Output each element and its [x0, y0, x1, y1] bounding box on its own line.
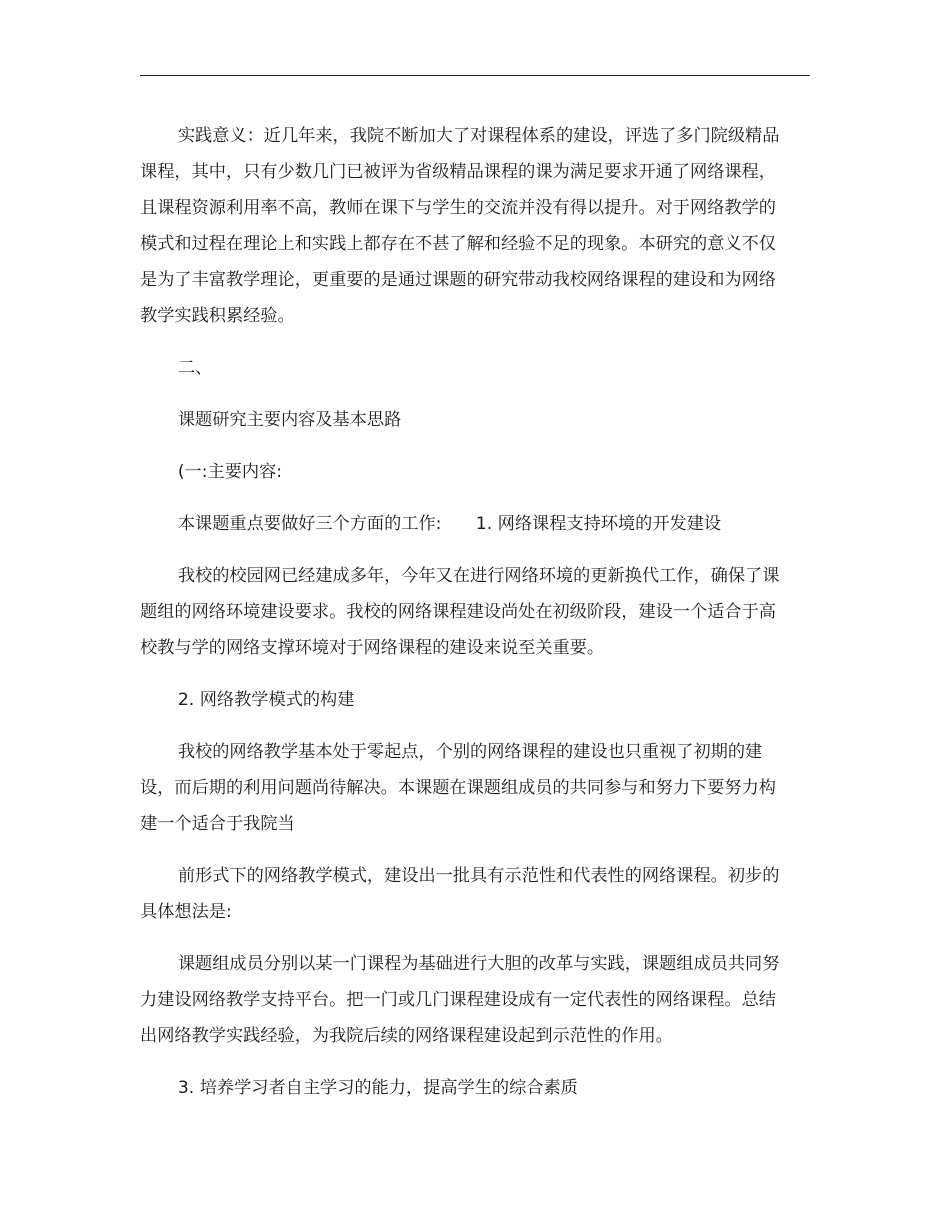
document-body [140, 118, 780, 1106]
item-heading-self-learning: 3. 培养学习者自主学习的能力，提高学生的综合素质 [177, 1078, 578, 1098]
section-heading-research-content: 课题研究主要内容及基本思路 [177, 410, 402, 430]
paragraph-three-aspects: 本课题重点要做好三个方面的工作: 1. 网络课程支持环境的开发建设 [177, 514, 722, 534]
paragraph-campus-network: 我校的校园网已经建成多年，今年又在进行网络环境的更新换代工作，确保了课题组的网络环境建设要求。我校的网络课程建设尚处在初级阶段，建设一个适合于高校教与学的网络支撑环境对于网络课程的建设来说至关重要。 [140, 566, 780, 658]
subsection-main-content: (一:主要内容: [177, 462, 283, 482]
header-rule [140, 75, 810, 76]
paragraph-group-members: 课题组成员分别以某一门课程为基础进行大胆的改革与实践，课题组成员共同努力建设网络教学支持平台。把一门或几门课程建设成有一定代表性的网络课程。总结出网络教学实践经验，为我院后续的网络课程建设起到示范性的作用。 [140, 954, 780, 1046]
paragraph-practical-significance: 实践意义：近几年来，我院不断加大了对课程体系的建设，评选了多门院级精品课程，其中，只有少数几门已被评为省级精品课程的课为满足要求开通了网络课程，且课程资源利用率不高，教师在课下与学生的交流并没有得以提升。对于网络教学的模式和过程在理论上和实践上都存在不甚了解和经验不足的现象。本研究的意义不仅是为了丰富教学理论，更重要的是通过课题的研究带动我校网络课程的建设和为网络教学实践积累经验。 [140, 126, 780, 326]
section-number-two: 二、 [177, 358, 213, 378]
paragraph-teaching-base: 我校的网络教学基本处于零起点，个别的网络课程的建设也只重视了初期的建设，而后期的利用问题尚待解决。本课题在课题组成员的共同参与和努力下要努力构建一个适合于我院当 [140, 742, 776, 834]
paragraph-current-form: 前形式下的网络教学模式，建设出一批具有示范性和代表性的网络课程。初步的具体想法是: [140, 866, 780, 922]
item-heading-teaching-mode: 2. 网络教学模式的构建 [177, 690, 355, 710]
